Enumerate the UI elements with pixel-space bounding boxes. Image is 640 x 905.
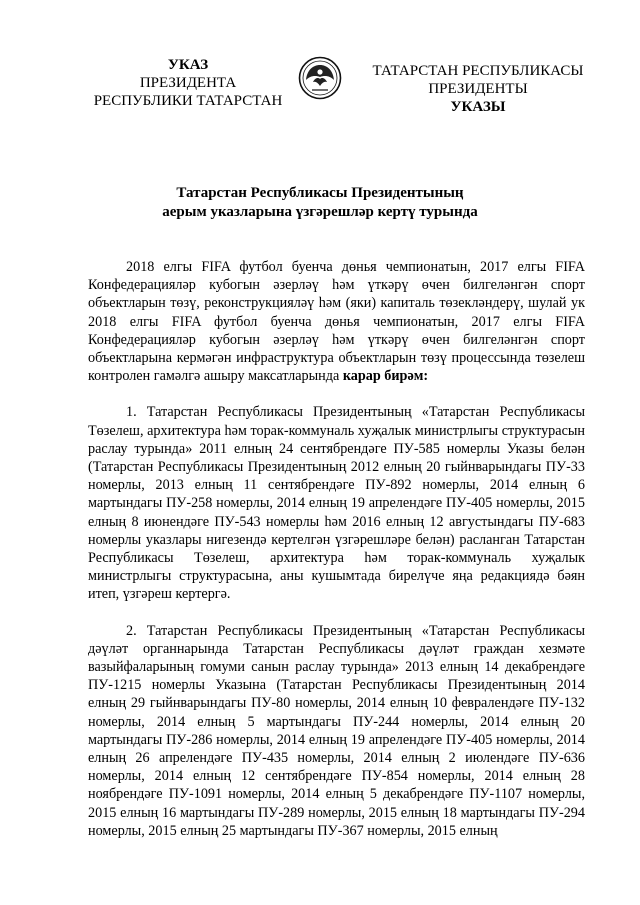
tatarstan-emblem-icon: [297, 56, 343, 100]
header-left-line-1: УКАЗ: [167, 57, 209, 73]
title-line-1: Татарстан Республикасы Президентының: [176, 185, 464, 201]
header-right-line-3: УКАЗЫ: [450, 99, 506, 115]
document-body: [88, 258, 585, 840]
paragraph-2: 2. Татарстан Республикасы Президентының «Татарстан Республикасы дәүләт органнарында Татарстан Республикасы дәүләт граждан хезмәте вазыйфаларының гомуми санын раслау турында» 2013 елның 14 декабрендәге ПУ-1215 номерлы Указына (Татарстан Республикасы Президентының 2014 елның 29 гыйнварындагы ПУ-80 номерлы, 2014 елның 10 февралендәге ПУ-132 номерлы, 2014 елның 5 мартындагы ПУ-244 номерлы, 2014 елның 20 мартындагы ПУ-286 номерлы, 2014 елның 19 апрелендәге ПУ-405 номерлы, 2014 елның 26 апрелендәге ПУ-435 номерлы, 2014 елның 2 июлендәге ПУ-636 номерлы, 2014 елның 12 сентябрендәге ПУ-854 номерлы, 2014 елның 28 ноябрендәге ПУ-1091 номерлы, 2014 елның 5 декабрендәге ПУ-1107 номерлы, 2015 елның 16 мартындагы ПУ-289 номерлы, 2015 елның 18 мартындагы ПУ-294 номерлы, 2015 елның 25 мартындагы ПУ-367 номерлы, 2015 елның: [88, 622, 585, 839]
intro-text: 2018 елгы FIFA футбол буенча дөнья чемпионатын, 2017 елгы FIFA Конфедерацияләр кубогын әзерләү һәм үткәрү өчен билгеләнгән спорт объектларын төзү, реконструкцияләү һәм (яки) капиталь төзекләндерү, шулай ук 2018 елгы FIFA футбол буенча дөнья чемпионатын, 2017 елгы FIFA Конфедерацияләр кубогын әзерләү һәм үткәрү өчен билгеләнгән спорт объектларына кермәгән инфраструктура объектларын төзү процессында төзелеш контролен гамәлгә ашыру максатларында: [88, 259, 585, 385]
intro-paragraph: [88, 258, 585, 385]
document-header: [0, 56, 640, 126]
title-line-2: аерым указларына үзгәрешләр кертү турында: [162, 204, 478, 220]
header-tatar: [368, 62, 588, 116]
intro-decision: карар бирәм:: [342, 368, 429, 385]
header-russian: [88, 56, 288, 110]
paragraph-1: 1. Татарстан Республикасы Президентының «Татарстан Республикасы Төзелеш, архитектура һәм торак-коммуналь хуҗалык министрлыгы структурасын раслау турында» 2011 елның 24 сентябрендәге ПУ-585 номерлы Указы белән (Татарстан Республикасы Президентының 2012 елның 20 гыйнварындагы ПУ-33 номерлы, 2013 елның 11 сентябрендәге ПУ-892 номерлы, 2014 елның 6 мартындагы ПУ-258 номерлы, 2014 елның 19 апрелендәге ПУ-405 номерлы, 2015 елның 8 июнендәге ПУ-543 номерлы һәм 2016 елның 12 августындагы ПУ-683 номерлы указлары нигезендә кертелгән үзгәрешләре белән) расланган Татарстан Республикасы Төзелеш, архитектура һәм торак-коммуналь хуҗалык министрлыгы структурасына, аны кушымтада бирелүче яңа редакциядә бәян итеп, үзгәреш кертергә.: [88, 404, 585, 603]
document-title: [0, 184, 640, 222]
header-left-line-2: ПРЕЗИДЕНТА: [139, 75, 237, 91]
header-right-line-2: ПРЕЗИДЕНТЫ: [428, 81, 528, 97]
header-right-line-1: ТАТАРСТАН РЕСПУБЛИКАСЫ: [372, 63, 584, 79]
header-left-line-3: РЕСПУБЛИКИ ТАТАРСТАН: [93, 93, 283, 109]
